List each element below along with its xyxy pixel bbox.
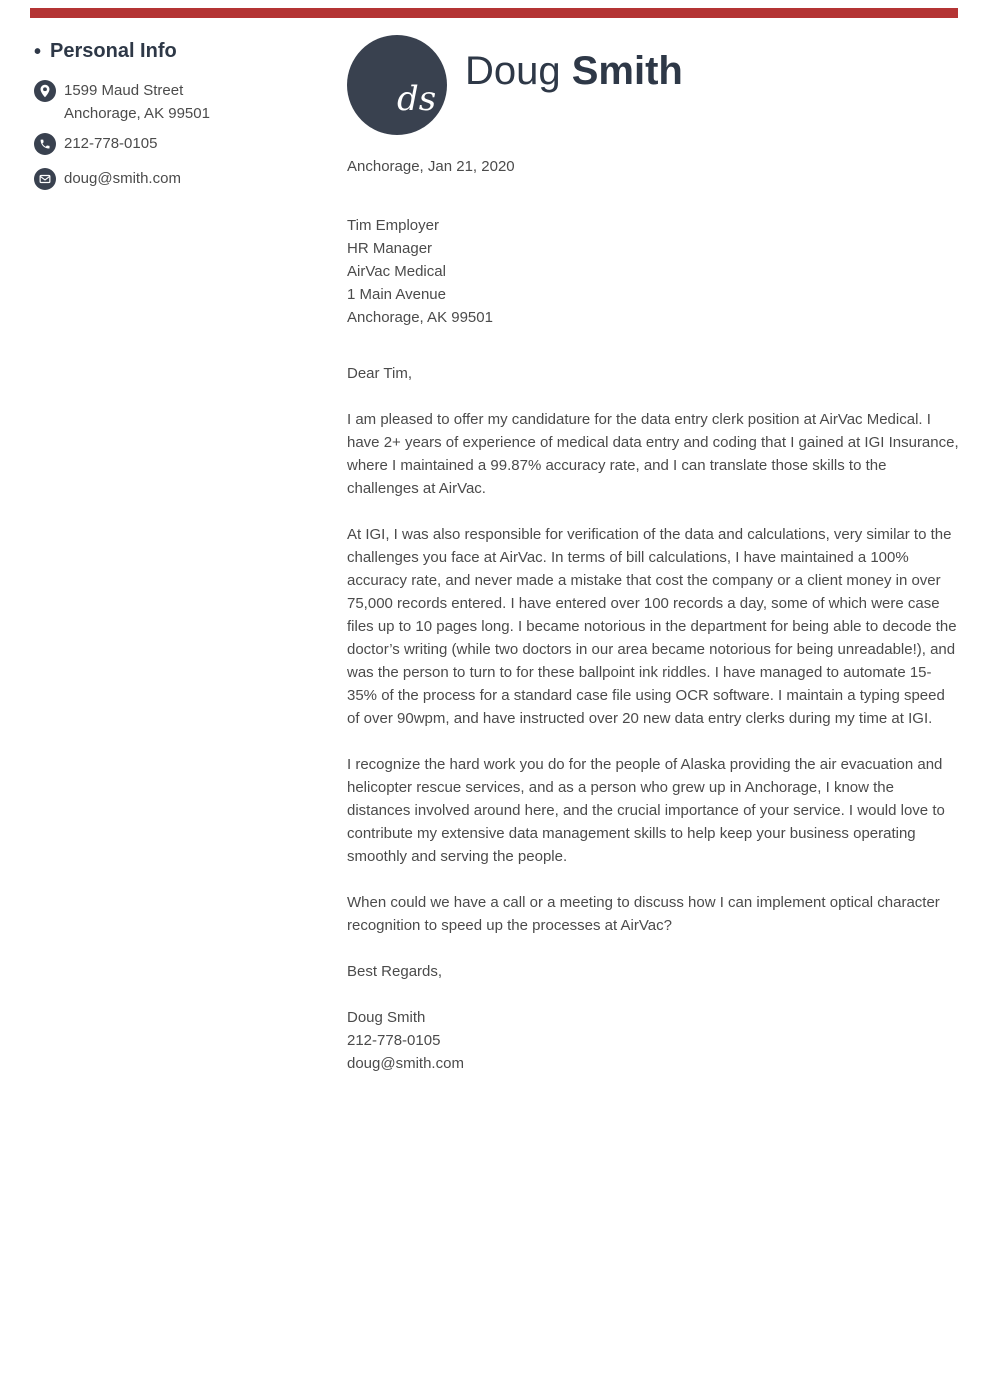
recipient-title: HR Manager <box>347 240 433 257</box>
recipient-block <box>347 214 959 329</box>
signature-name: Doug Smith <box>347 1009 426 1026</box>
bullet-icon: • <box>34 40 42 63</box>
recipient-company: AirVac Medical <box>347 263 446 280</box>
letter-main <box>347 35 959 1075</box>
recipient-city: Anchorage, AK 99501 <box>347 309 493 326</box>
salutation: Dear Tim, <box>347 365 413 382</box>
recipient-street: 1 Main Avenue <box>347 286 446 303</box>
letter-header <box>347 35 959 135</box>
paragraph-3: I recognize the hard work you do for the people of Alaska providing the air evacuation and helicopter rescue services, and as a person who grew up in Anchorage, I know the distances involved around here, and the crucial importance of your service. I would love to contribute my extensive data management skills to help keep your business operating smoothly and serving the people. <box>347 756 945 865</box>
signature-phone: 212-778-0105 <box>347 1032 441 1049</box>
sidebar <box>34 40 324 202</box>
date-line: Anchorage, Jan 21, 2020 <box>347 158 515 175</box>
candidate-name <box>465 49 683 93</box>
contact-phone <box>34 132 324 160</box>
paragraph-4: When could we have a call or a meeting to discuss how I can implement optical character recognition to speed up the processes at AirVac? <box>347 894 940 934</box>
signature-block <box>347 1006 959 1075</box>
email-text: doug@smith.com <box>64 170 181 187</box>
candidate-first-name: Doug <box>465 49 561 93</box>
email-icon <box>34 168 56 195</box>
letter-body <box>347 155 959 1075</box>
top-accent-bar <box>30 8 958 18</box>
avatar-initials: ds <box>397 79 437 119</box>
personal-info-heading <box>34 40 324 63</box>
signature-email: doug@smith.com <box>347 1055 464 1072</box>
phone-icon <box>34 133 56 160</box>
address-text <box>64 79 210 125</box>
candidate-last-name: Smith <box>571 49 683 93</box>
phone-text: 212-778-0105 <box>64 135 158 152</box>
location-icon <box>34 80 56 107</box>
paragraph-2: At IGI, I was also responsible for verification of the data and calculations, very similar to the challenges you face at AirVac. In terms of bill calculations, I have maintained a 100% accuracy rate, and never made a mistake that cost the company or a client money in over 75,000 records entered. I have entered over 100 records a day, some of which were case files up to 10 pages long. I became notorious in the department for being able to decode the doctor’s writing (while two doctors in our area became notorious for being unreadable!), and was the person to turn to for these ballpoint ink riddles. I have managed to automate 15-35% of the process for a standard case file using OCR software. I maintain a typing speed of over 90wpm, and have instructed over 20 new data entry clerks during my time at IGI. <box>347 526 957 727</box>
recipient-name: Tim Employer <box>347 217 439 234</box>
address-line-1: 1599 Maud Street <box>64 82 184 99</box>
contact-email <box>34 167 324 195</box>
closing: Best Regards, <box>347 963 443 980</box>
contact-address <box>34 79 324 125</box>
paragraph-1: I am pleased to offer my candidature for the data entry clerk position at AirVac Medical. I have 2+ years of experience of medical data entry and coding that I gained at IGI Insurance, where I maintained a 99.87% accuracy rate, and I can translate those skills to the challenges at AirVac. <box>347 411 959 497</box>
address-line-2: Anchorage, AK 99501 <box>64 105 210 122</box>
personal-info-heading-label: Personal Info <box>50 40 177 62</box>
avatar <box>347 35 447 135</box>
